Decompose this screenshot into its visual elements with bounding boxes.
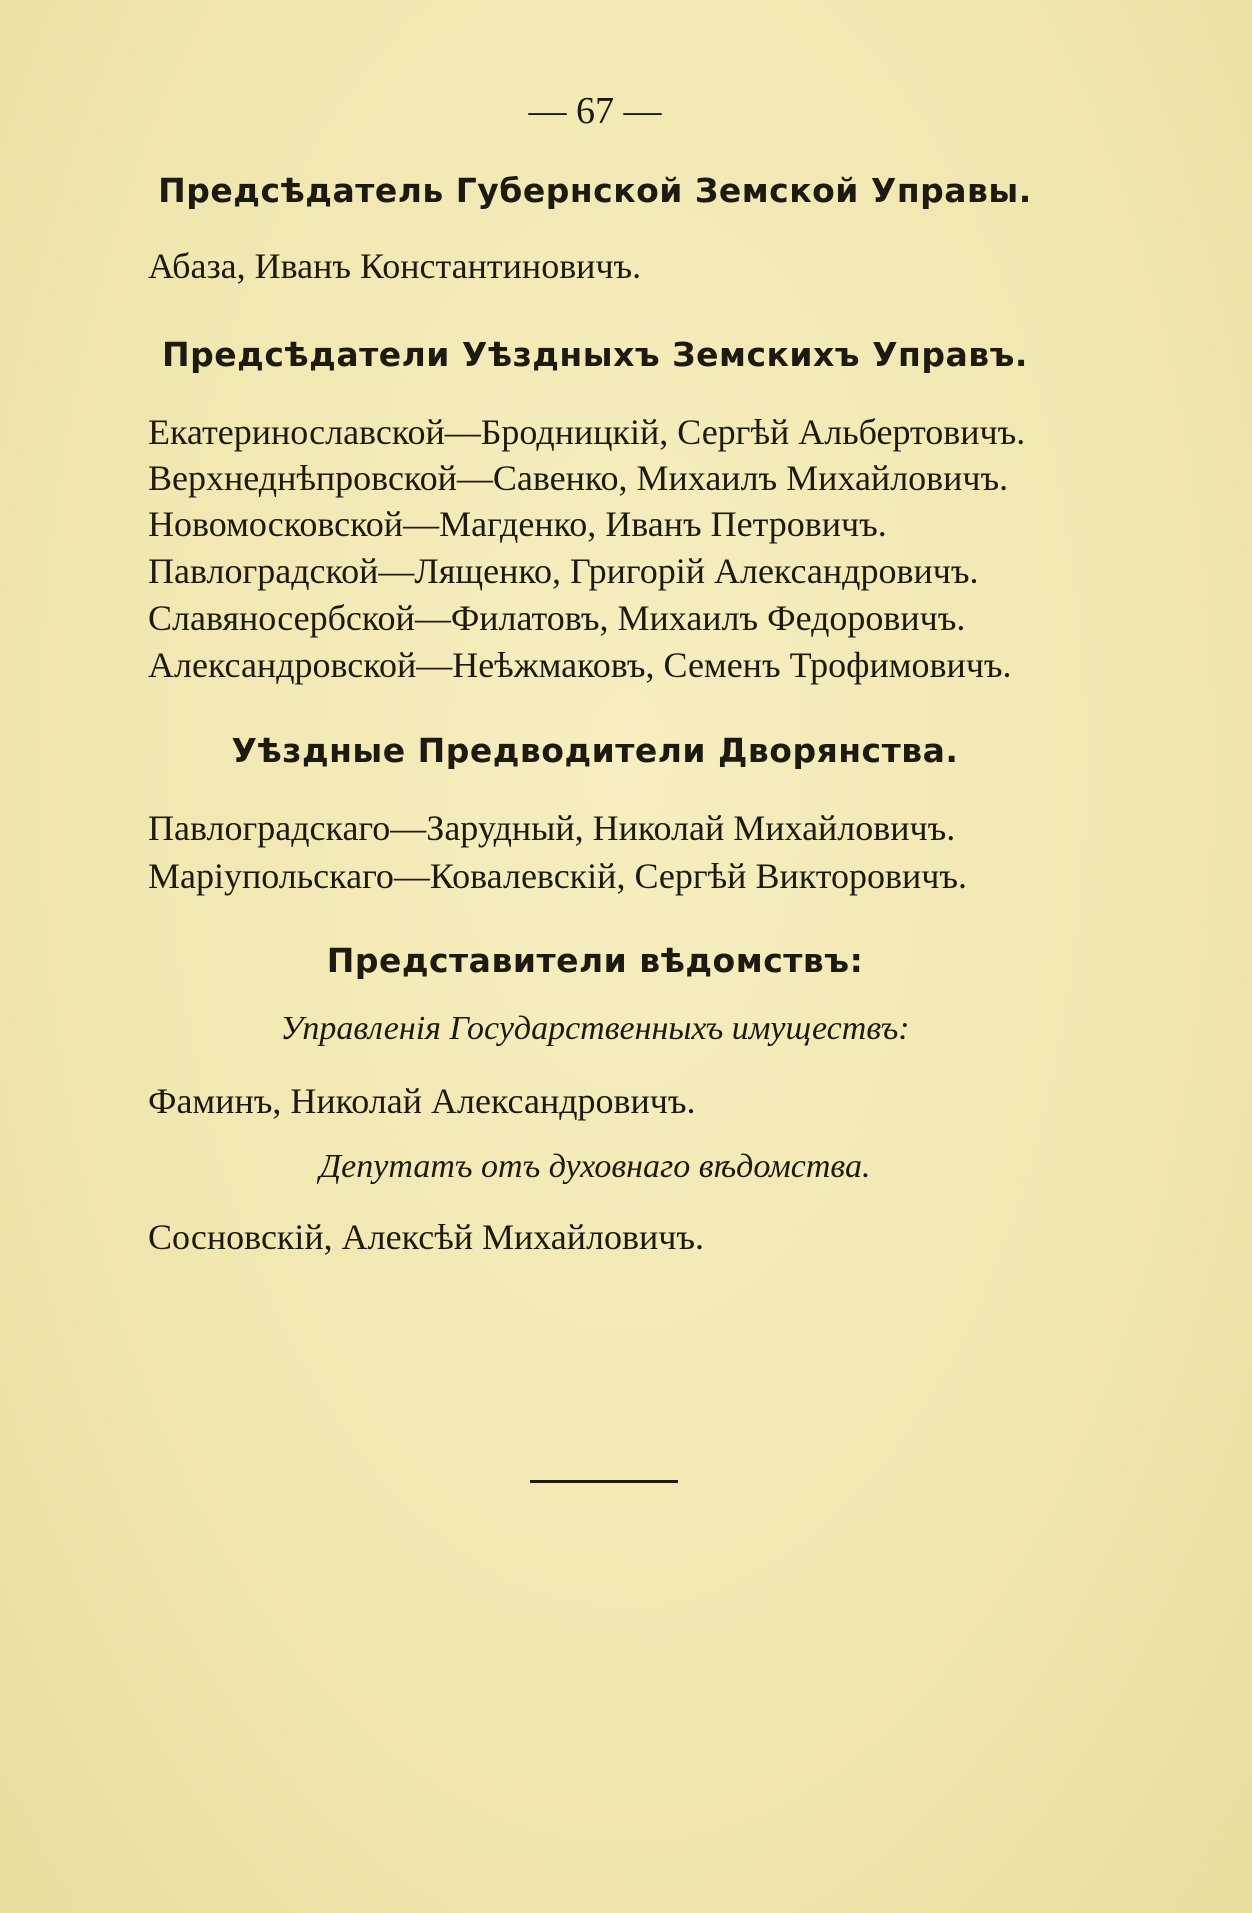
- heading-representatives: Представители вѣдомствъ:: [326, 941, 864, 980]
- heading-nobility-marshals: Уѣздные Предводители Дворянства.: [231, 731, 959, 770]
- subheading-clergy-deputy: Депутатъ отъ духовнаго вѣдомства.: [319, 1148, 871, 1185]
- entry-uezd-chair: Новомосковской—Магденко, Иванъ Петровичъ.: [148, 504, 887, 544]
- entry-uezd-chair: Александровской—Неѣжмаковъ, Семенъ Трофимовичъ.: [148, 645, 1012, 685]
- heading-uezd-chairs: Предсѣдатели Уѣздныхъ Земскихъ Управъ.: [162, 335, 1028, 374]
- entry-uezd-chair: Славяносербской—Филатовъ, Михаилъ Федоровичъ.: [148, 598, 966, 638]
- page-number: — 67 —: [528, 90, 662, 132]
- entry-uezd-chair: Екатеринославской—Бродницкій, Сергѣй Альбертовичъ.: [148, 412, 1026, 452]
- entry-state-property: Фаминъ, Николай Александровичъ.: [148, 1081, 696, 1121]
- entry-clergy-deputy: Сосновскій, Алексѣй Михайловичъ.: [148, 1217, 704, 1257]
- subheading-state-property: Управленія Государственныхъ имуществъ:: [280, 1010, 910, 1047]
- entry-nobility-marshal: Павлоградскаго—Зарудный, Николай Михайловичъ.: [148, 808, 956, 848]
- entry-uezd-chair: Верхнеднѣпровской—Савенко, Михаилъ Михайловичъ.: [148, 458, 1009, 498]
- heading-gubernia-chair: Предсѣдатель Губернской Земской Управы.: [158, 171, 1032, 210]
- closing-rule: [530, 1480, 678, 1483]
- entry-uezd-chair: Павлоградской—Лященко, Григорій Александровичъ.: [148, 551, 979, 591]
- entry-gubernia-chair: Абаза, Иванъ Константиновичъ.: [148, 246, 642, 286]
- entry-nobility-marshal: Маріупольскаго—Ковалевскій, Сергѣй Викторовичъ.: [148, 856, 967, 896]
